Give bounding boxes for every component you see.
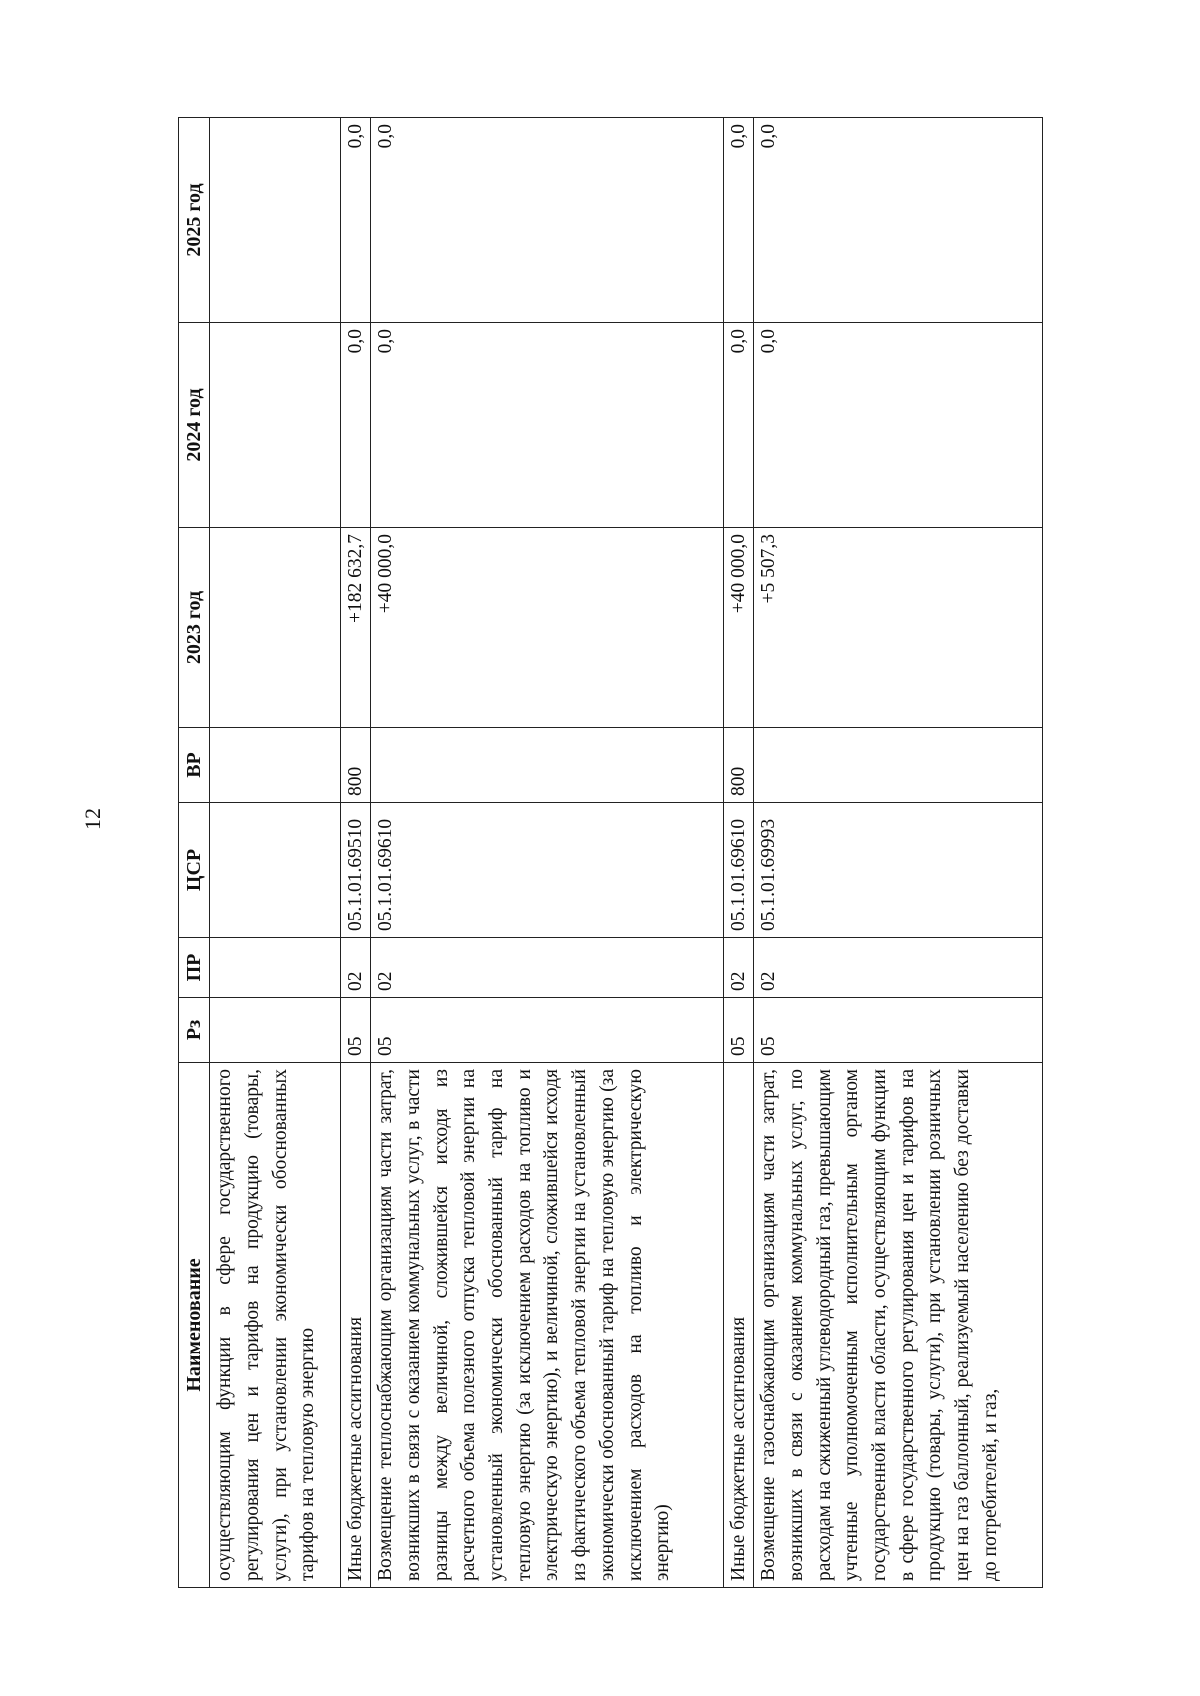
cell-pr: 02 [723,938,754,998]
cell-2023 [210,528,340,728]
cell-2023: +40 000,0 [371,528,723,728]
cell-name: осуществляющим функции в сфере государственного регулирования цен и тарифов на продукцию (товары, услуги), при установлении экономически обоснованных тарифов на тепловую энергию [210,1063,340,1588]
table-row [371,118,723,1588]
cell-2024 [210,323,340,528]
page-number: 12 [80,808,105,830]
cell-rz: 05 [371,998,723,1063]
header-pr: ПР [179,938,210,998]
cell-name: Иные бюджетные ассигнования [340,1063,371,1588]
cell-vr [371,728,723,803]
table-row [340,118,371,1588]
table-row [754,118,1043,1588]
cell-name: Возмещение теплоснабжающим организациям части затрат, возникших в связи с оказанием коммунальных услуг, в части разницы между величиной, сложившейся исходя из расчетного объема полезного отпуска тепловой энергии на установленный экономически обоснованный тариф на тепловую энергию (за исключением расходов на топливо и электрическую энергию), и величиной, сложившейся исходя из фактического объема тепловой энергии на установленный экономически обоснованный тариф на тепловую энергию (за исключением расходов на топливо и электрическую энергию) [371,1063,723,1588]
rotated-table-wrapper [178,118,1043,1588]
cell-2025: 0,0 [723,118,754,323]
cell-rz: 05 [340,998,371,1063]
cell-csr: 05.1.01.69610 [723,803,754,938]
header-2023: 2023 год [179,528,210,728]
cell-pr: 02 [754,938,1043,998]
header-2025: 2025 год [179,118,210,323]
header-2024: 2024 год [179,323,210,528]
table-row [723,118,754,1588]
cell-2025: 0,0 [340,118,371,323]
cell-2023: +182 632,7 [340,528,371,728]
cell-csr: 05.1.01.69610 [371,803,723,938]
cell-vr [754,728,1043,803]
cell-2025 [210,118,340,323]
header-row [179,118,210,1588]
cell-2023: +40 000,0 [723,528,754,728]
cell-pr: 02 [340,938,371,998]
cell-csr [210,803,340,938]
cell-pr [210,938,340,998]
cell-csr: 05.1.01.69993 [754,803,1043,938]
cell-2024: 0,0 [371,323,723,528]
cell-rz [210,998,340,1063]
cell-2024: 0,0 [723,323,754,528]
cell-2024: 0,0 [754,323,1043,528]
header-csr: ЦСР [179,803,210,938]
cell-pr: 02 [371,938,723,998]
cell-2024: 0,0 [340,323,371,528]
cell-rz: 05 [723,998,754,1063]
cell-vr: 800 [340,728,371,803]
header-name: Наименование [179,1063,210,1588]
cell-vr: 800 [723,728,754,803]
cell-name: Иные бюджетные ассигнования [723,1063,754,1588]
cell-2025: 0,0 [754,118,1043,323]
cell-name: Возмещение газоснабжающим организациям части затрат, возникших в связи с оказанием коммунальных услуг, по расходам на сжиженный углеводородный газ, превышающим учтенные уполномоченным исполнительным органом государственной власти области, осуществляющим функции в сфере государственного регулирования цен и тарифов на продукцию (товары, услуги), при установлении розничных цен на газ баллонный, реализуемый населению без доставки до потребителей, и газ, [754,1063,1043,1588]
cell-2023: +5 507,3 [754,528,1043,728]
cell-csr: 05.1.01.69510 [340,803,371,938]
header-vr: ВР [179,728,210,803]
cell-rz: 05 [754,998,1043,1063]
table-row [210,118,340,1588]
header-rz: Рз [179,998,210,1063]
cell-2025: 0,0 [371,118,723,323]
cell-vr [210,728,340,803]
budget-table [178,117,1043,1588]
